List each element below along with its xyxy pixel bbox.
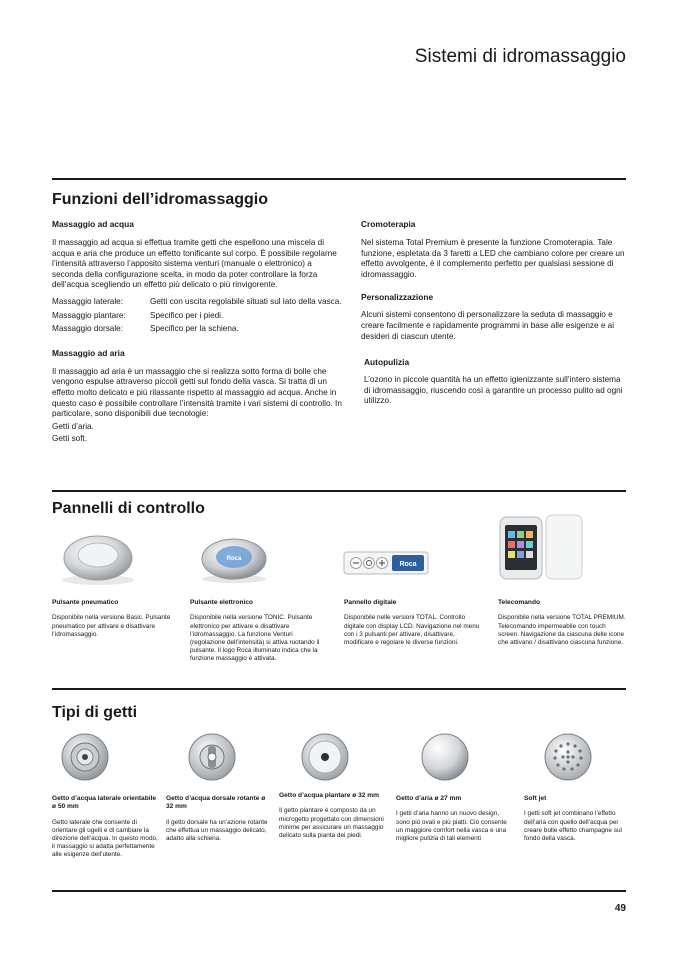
heading-personalizzazione: Personalizzazione — [361, 292, 434, 303]
panel-description: Disponibile nelle versioni TOTAL. Controllo digitale con display LCD. Navigazione nel menu con i 3 pulsanti per attivare, disattivare, modificare e regolare le diverse funzioni. — [344, 614, 480, 646]
lateral-jet-image — [60, 732, 110, 782]
remote-control-image — [498, 513, 588, 583]
jet-description: Getto laterale che consente di orientare gli ugelli e di cambiare la direzione dell’acqua. In questo modo, il massaggio si adatta perfettamente alle esigenze dell’utente. — [52, 818, 158, 859]
section-divider — [52, 490, 626, 492]
jet-item — [396, 795, 512, 843]
digital-panel-image — [343, 550, 429, 576]
section-title-funzioni: Funzioni dell’idromassaggio — [52, 191, 269, 208]
section-divider — [52, 688, 626, 690]
panel-name: Pulsante elettronico — [190, 599, 254, 606]
paragraph-cromoterapia: Nel sistema Total Premium è presente la funzione Cromoterapia. Tale funzione, espletata da 3 faretti a LED che cambiano colore per creare un effetto avvolgente, è il complemento perfetto per qualsiasi sessione di idromassaggio. — [361, 238, 625, 279]
plantar-jet-image — [300, 732, 350, 782]
heading-massaggio-acqua: Massaggio ad acqua — [52, 219, 134, 229]
air-jet-image — [420, 732, 470, 782]
paragraph-massaggio-aria: Il massaggio ad aria è un massaggio che si realizza sotto forma di bolle che vengono espulse attraverso piccoli getti sul fondo della vasca. Si tratta di un effetto molto delicato e più rilassante rispetto al massaggio ad acqua. Anche in questo caso è possibile controllare l’intensità tramite i vari sistemi di controllo. In particolare, sono disponibili due tecnologie: — [52, 366, 342, 419]
section-divider — [52, 178, 626, 180]
right-column — [361, 219, 625, 407]
list-item: Massaggio dorsale: Specifico per la schiena. — [52, 324, 239, 334]
list-item: Getti d’aria. — [52, 421, 94, 431]
list-item: Massaggio plantare: Specifico per i piedi. — [52, 310, 224, 320]
page-title: Sistemi di idromassaggio — [414, 46, 626, 67]
heading-cromoterapia: Cromoterapia — [361, 219, 416, 229]
soft-jet-image — [543, 732, 593, 782]
section-title-getti: Tipi di getti — [52, 704, 138, 721]
jet-item — [524, 795, 626, 843]
panel-name: Telecomando — [498, 599, 541, 606]
jet-item — [166, 795, 270, 843]
panel-name: Pannello digitale — [344, 599, 397, 606]
jet-item — [279, 792, 387, 840]
panel-description: Disponibile nella versione Basic. Pulsante pneumatico per attivare e disattivare l’idromassaggio. — [52, 614, 171, 638]
roca-logo: Roca — [226, 556, 242, 562]
paragraph-massaggio-acqua: Il massaggio ad acqua si effettua tramite getti che espellono una miscela di acqua e aria che produce un effetto tonificante sul corpo. È possibile regolarne l’intensità attraverso l’apposito sistema venturi (manuale o elettronico) a seconda della configurazione scelta, in modo da poter controllare la forza dell’acqua scegliendo un effetto più delicato o più rinvigorente. — [52, 238, 337, 290]
list-item: Massaggio laterale: Getti con uscita regolabile situati sul lato della vasca. — [52, 296, 342, 306]
panel-name: Pulsante pneumatico — [52, 599, 119, 606]
section-title-pannelli: Pannelli di controllo — [52, 500, 205, 517]
paragraph-autopulizia: L’ozono in piccole quantità ha un effetto igienizzante sull’intero sistema di idromassaggio, riuscendo così a garantire un processo pulito ad ogni utilizzo. — [364, 375, 623, 406]
pneumatic-button-image — [52, 528, 152, 588]
roca-logo: Roca — [399, 561, 417, 568]
heading-autopulizia: Autopulizia — [364, 357, 410, 368]
panel-item — [498, 599, 626, 647]
jet-name: Soft jet — [524, 795, 547, 802]
jet-name: Getto d’acqua dorsale rotante ø 32 mm — [166, 795, 266, 811]
list-item: Getti soft. — [52, 434, 88, 444]
jet-description: I getti d’aria hanno un nuovo design, sono più ovali e più piatti. Ciò consente un maggiore comfort nella vasca e una migliore pulizia di tali elementi — [396, 810, 507, 842]
jet-name: Getto d’acqua plantare ø 32 mm — [279, 792, 380, 799]
electronic-button-image — [196, 533, 276, 588]
panel-item — [344, 599, 484, 647]
dorsal-jet-image — [187, 732, 237, 782]
left-column — [52, 219, 342, 445]
panel-description: Disponibile nella versione TOTAL PREMIUM. Telecomando impermeabile con touch screen. Navigazione da ciascuna delle icone che attivano / disattivano ciascuna funzione. — [498, 614, 626, 646]
jet-description: Il getto dorsale ha un’azione rotante che effettua un massaggio delicato, adatto alla schiena. — [166, 818, 268, 842]
heading-massaggio-aria: Massaggio ad aria — [52, 347, 125, 358]
jet-item — [52, 795, 160, 859]
paragraph-personalizzazione: Alcuni sistemi consentono di personalizzare la seduta di massaggio e creare facilmente e rapidamente programmi in base alle esigenze e ai desideri di ciascun utente. — [361, 310, 615, 341]
jet-description: I getti soft jet combinano l’effetto dell’aria con quello dell’acqua per creare bolle effetto champagne sul fondo della vasca. — [524, 810, 622, 842]
panel-item — [52, 599, 184, 639]
section-divider — [52, 890, 626, 892]
massage-types-list — [52, 297, 342, 335]
jet-description: Il getto plantare è composto da un microgetto progettato con dimensioni minime per assicurare un massaggio delicato sulla pianta dei piedi. — [279, 807, 384, 839]
panel-item — [190, 599, 328, 663]
page-number: 49 — [614, 903, 626, 914]
jet-name: Getto d’aria ø 27 mm — [396, 795, 462, 802]
jet-name: Getto d’acqua laterale orientabile ø 50 mm — [52, 795, 157, 811]
panel-description: Disponibile nella versione TONIC. Pulsante elettronico per attivare e disattivare l’idromassaggio. La funzione Venturi (regolazione dell’intensità) si attiva ruotando il pulsante. Il logo Roca illuminato indica che la funzione massaggio è attivata. — [190, 614, 320, 662]
